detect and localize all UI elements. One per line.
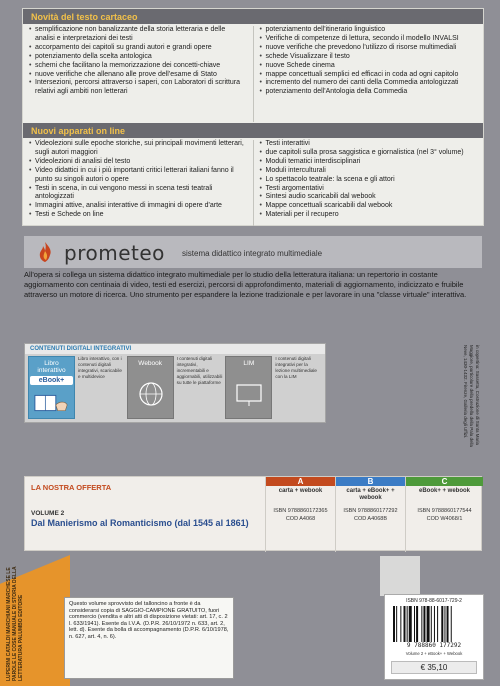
novita-header bbox=[23, 9, 483, 24]
list-item: • Videolezioni di analisi del testo bbox=[29, 158, 247, 167]
option-kind: eBook+ + webook bbox=[418, 488, 470, 494]
prometeo-subtitle: sistema didattico integrato multimediale bbox=[182, 249, 323, 258]
list-item: • nuove Schede cinema bbox=[260, 62, 478, 71]
digital-cell-lim bbox=[225, 356, 322, 419]
apparati-right-col bbox=[253, 140, 484, 226]
list-item: • nuove verifiche che prevedono l'utilizzo di risorse multimediali bbox=[260, 44, 478, 53]
apparati-header bbox=[23, 123, 483, 138]
sticker-residue bbox=[380, 556, 420, 596]
option-cod: COD W4068/1 bbox=[426, 516, 463, 522]
prometeo-name: prometeo bbox=[64, 241, 165, 265]
list-item: • incremento del numero dei canti della Commedia antologizzati bbox=[260, 79, 478, 88]
list-item: • due capitoli sulla prosa saggistica e giornalistica (nel 3° volume) bbox=[260, 149, 478, 158]
prometeo-description: All'opera si collega un sistema didattico integrato multimediale per lo studio della letteratura italiana: un repertorio in costante aggiornamento con centinaia di video, testi ed esercizi, percorsi di approfondimento, materiali di aggiornamento, indicizzato e fruibile attraverso un motore di ricerca. Uno strumento per espandere la lezione tradizionale e per lavorare in una "classe virtuale" interattiva. bbox=[24, 270, 467, 299]
offer-box bbox=[24, 476, 482, 551]
ebook-label: Libro interattivo bbox=[37, 360, 66, 374]
webook-description: I contenuti digitali integrativi, incrementabili e aggiornabili, utilizzabili su tutte le piattaforme bbox=[176, 356, 223, 385]
option-cod: COD A4068B bbox=[353, 516, 388, 522]
offer-option-b bbox=[335, 477, 405, 552]
list-item: • Testi argomentativi bbox=[260, 185, 478, 194]
apparati-columns bbox=[23, 140, 483, 226]
digital-cell-ebook bbox=[28, 356, 125, 419]
offer-title: LA NOSTRA OFFERTA bbox=[31, 483, 112, 492]
lim-badge bbox=[225, 356, 272, 419]
digital-title: CONTENUTI DIGITALI INTEGRATIVI bbox=[25, 344, 325, 354]
barcode-bars bbox=[393, 606, 477, 642]
webook-label: Webook bbox=[138, 360, 163, 367]
ebook-description: Libro interattivo, con i contenuti digitali integrativi, scaricabile e multidevice bbox=[78, 356, 122, 379]
list-item: • Videolezioni sulle epoche storiche, sui principali movimenti letterari, sugli autori maggiori bbox=[29, 140, 247, 158]
novita-right-col bbox=[253, 26, 484, 122]
list-item: • Sintesi audio scaricabili dal webook bbox=[260, 193, 478, 202]
novita-left-col bbox=[23, 26, 253, 122]
whiteboard-icon bbox=[234, 379, 264, 409]
option-isbn: ISBN 9788860177292 bbox=[343, 508, 398, 514]
option-cod: COD A4068 bbox=[285, 516, 316, 522]
list-item: • nuove verifiche che allenano alle prove dell'esame di Stato bbox=[29, 71, 247, 80]
prometeo-flame-icon bbox=[34, 241, 56, 263]
barcode-box bbox=[384, 594, 484, 680]
lim-description: I contenuti digitali integrativi per la lezione multimediale con la LIM bbox=[275, 356, 317, 379]
list-item: • Materiali per il recupero bbox=[260, 211, 478, 220]
offer-option-c bbox=[405, 477, 483, 552]
list-item: • Testi interattivi bbox=[260, 140, 478, 149]
prometeo-banner bbox=[24, 236, 482, 268]
option-kind: carta + eBook+ + webook bbox=[346, 488, 395, 501]
option-letter: B bbox=[336, 477, 405, 486]
novita-title: Novità del testo cartaceo bbox=[31, 12, 138, 22]
option-isbn: ISBN 9788860177544 bbox=[417, 508, 472, 514]
ebook-hand-icon bbox=[33, 391, 71, 415]
list-item: • semplificazione non banalizzante della storia letteraria e delle analisi e interpretazioni dei testi bbox=[29, 26, 247, 44]
list-item: • schede Visualizzare il testo bbox=[260, 53, 478, 62]
option-letter: A bbox=[266, 477, 335, 486]
ebook-plus-logo: eBook+ bbox=[30, 376, 73, 385]
option-letter: C bbox=[406, 477, 483, 486]
list-item: • Verifiche di competenze di lettura, secondo il modello INVALSI bbox=[260, 35, 478, 44]
list-item: • Mappe concettuali scaricabili dal webook bbox=[260, 202, 478, 211]
list-item: • Moduli tematici interdisciplinari bbox=[260, 158, 478, 167]
apparati-title: Nuovi apparati on line bbox=[31, 126, 126, 136]
digital-cell-webook bbox=[127, 356, 224, 419]
option-codes bbox=[339, 507, 402, 523]
list-item: • potenziamento della scelta antologica bbox=[29, 53, 247, 62]
list-item: • mappe concettuali semplici ed efficaci in coda ad ogni capitolo bbox=[260, 71, 478, 80]
barcode-volume-strip: Volume 2 + eBook+ + Webook bbox=[405, 651, 463, 656]
list-item: • Video didattici in cui i più importanti critici letterari italiani fanno il punto su singoli autori o opere bbox=[29, 167, 247, 185]
barcode-isbn: ISBN 978-88-6017-729-2 bbox=[406, 598, 462, 604]
webook-badge bbox=[127, 356, 174, 419]
novita-columns bbox=[23, 26, 483, 122]
price-label: € 35,10 bbox=[391, 661, 477, 674]
list-item: • Intersezioni, percorsi attraverso i saperi, con Laboratori di scrittura relativi agli ambiti non letterari bbox=[29, 79, 247, 97]
cover-credit bbox=[440, 345, 480, 455]
list-item: • Lo spettacolo teatrale: la scena e gli attori bbox=[260, 176, 478, 185]
list-item: • schemi che facilitano la memorizzazione dei concetti-chiave bbox=[29, 62, 247, 71]
series-corner-text: LUPERINI CATALDI MARCHIANI MARCHESE LE PAROLE LE COSE MANUALE DI STORIA DELLA LETTERATURA PALUMBO EDITORE bbox=[6, 566, 24, 681]
digital-row bbox=[25, 354, 325, 421]
volume-label: VOLUME 2 bbox=[31, 510, 65, 517]
list-item: • potenziamento dell'itinerario linguistico bbox=[260, 26, 478, 35]
list-item: • Testi e Schede on line bbox=[29, 211, 247, 220]
option-codes bbox=[409, 507, 480, 523]
features-panel bbox=[22, 8, 484, 226]
list-item: • Testi in scena, in cui vengono messi in scena testi teatrali antologizzati bbox=[29, 185, 247, 203]
list-item: • Immagini attive, analisi interattive di immagini di opere d'arte bbox=[29, 202, 247, 211]
lim-label: LIM bbox=[243, 360, 255, 367]
apparati-left-col bbox=[23, 140, 253, 226]
option-codes bbox=[269, 507, 332, 523]
digital-content-box bbox=[24, 343, 326, 423]
option-isbn: ISBN 9788860172365 bbox=[273, 508, 328, 514]
cover-credit-text: in copertina: Sassetta, Costruzione di Santa Maria Maggiore, particolare della predella della Pala della Neve, 1430-1432. Firenze, Galleria degli Uffizi. bbox=[463, 345, 480, 448]
list-item: • potenziamento dell'Antologia della Commedia bbox=[260, 88, 478, 97]
list-item: • accorpamento dei capitoli su grandi autori e grandi opere bbox=[29, 44, 247, 53]
globe-book-icon bbox=[136, 379, 166, 409]
sample-copy-notice: Questo volume sprovvisto del talloncino a fronte è da considerarsi copia di SAGGIO-CAMPIONE GRATUITO, fuori commercio (vendita e altri atti di disposizione vietati: art. 17, c. 2 l. 633/1941). Esente da I.V.A. (D.P.R. 26/10/1972 n. 633, art. 2, lett. d). Esente da bolla di accompagnamento (D.P.R. 6/10/1978, n. 627, art. 4, n. 6). bbox=[64, 597, 234, 679]
ebook-badge bbox=[28, 356, 75, 419]
option-kind: carta + webook bbox=[278, 488, 323, 494]
barcode-number: 9 788860 177292 bbox=[406, 642, 462, 649]
volume-title: Dal Manierismo al Romanticismo (dal 1545 al 1861) bbox=[31, 518, 249, 528]
list-item: • Moduli interculturali bbox=[260, 167, 478, 176]
offer-option-a bbox=[265, 477, 335, 552]
